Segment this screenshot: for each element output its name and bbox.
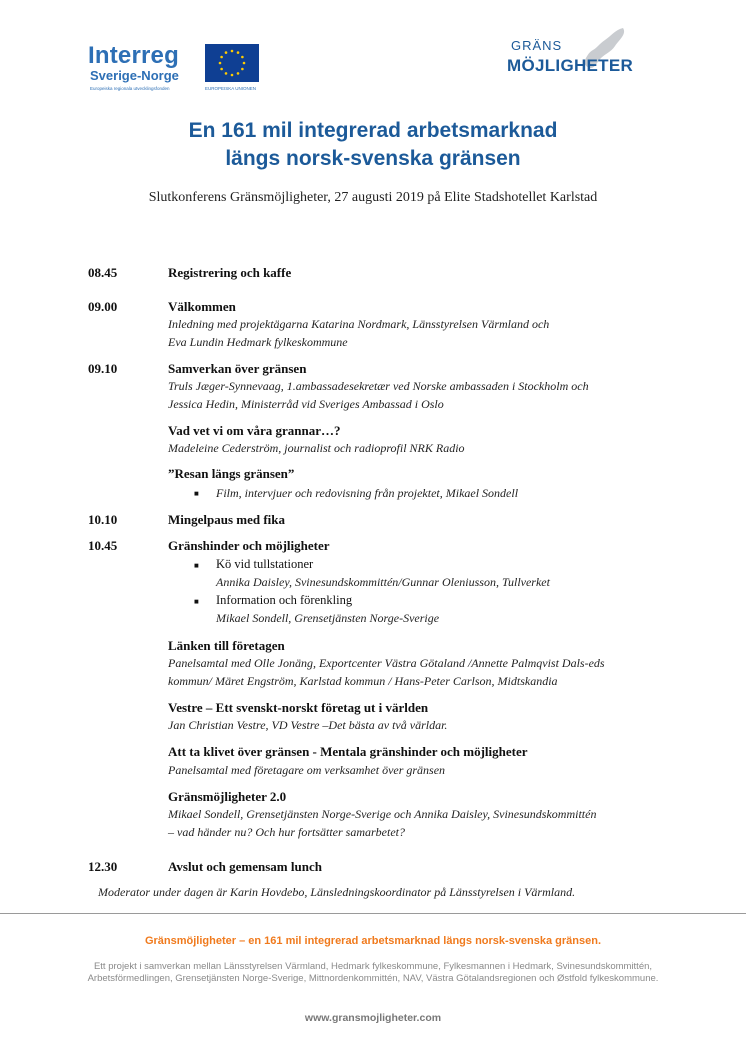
eu-label: EUROPEISKA UNIONEN [205, 86, 257, 91]
item-grannar: Vad vet vi om våra grannar…? [168, 423, 341, 438]
item-lanken-desc-2: kommun/ Märet Engström, Karlstad kommun / Hans-Peter Carlson, Midtskandia [168, 674, 558, 688]
eu-star-icon [220, 68, 223, 71]
item-avslut: Avslut och gemensam lunch [168, 859, 322, 874]
footer-partners: Ett projekt i samverkan mellan Länsstyrelsen Värmland, Hedmark fylkeskommune, Fylkesmannen i Hedmark, Svinesundskommittén, Arbetsförmedlingen, Grensetjänsten Norge-Sverige, Mittnordenkommittén, NAV, Västra Götalandsregionen och Østfold fylkeskommune. [87, 961, 659, 984]
time-1045: 10.45 [88, 538, 118, 553]
eu-star-icon [237, 51, 240, 54]
time-0910: 09.10 [88, 361, 118, 376]
item-klivet: Att ta klivet över gränsen - Mentala gränshinder och möjligheter [168, 744, 528, 759]
item-mingel: Mingelpaus med fika [168, 512, 286, 527]
eu-star-icon [219, 62, 222, 65]
page-subtitle: Slutkonferens Gränsmöjligheter, 27 augusti 2019 på Elite Stadshotellet Karlstad [148, 190, 598, 205]
interreg-logo [88, 40, 268, 96]
item-granshinder: Gränshinder och möjligheter [168, 538, 330, 553]
eu-star-icon [241, 56, 244, 59]
item-gm2-desc-1: Mikael Sondell, Grensetjänsten Norge-Sverige och Annika Daisley, Svinesundskommittén [168, 807, 597, 821]
interreg-name: Interreg [88, 42, 179, 69]
item-gm2: Gränsmöjligheter 2.0 [168, 789, 287, 804]
item-granshinder-bullet-1: Kö vid tullstationer [216, 557, 314, 571]
item-grannar-desc-1: Madeleine Cederström, journalist och radioprofil NRK Radio [168, 441, 465, 455]
item-welcome: Välkommen [168, 299, 236, 314]
item-gm2-desc-2: – vad händer nu? Och hur fortsätter samarbetet? [168, 825, 405, 839]
time-0900: 09.00 [88, 299, 118, 314]
logo-mojligheter: MÖJLIGHETER [507, 56, 634, 75]
item-resan: ”Resan längs gränsen” [168, 466, 295, 481]
moderator-note: Moderator under dagen är Karin Hovdebo, Länsledningskoordinator på Länsstyrelsen i Värmland. [98, 885, 576, 899]
eu-star-icon [241, 68, 244, 71]
eu-star-icon [231, 74, 234, 77]
footer-tagline: Gränsmöjligheter – en 161 mil integrerad arbetsmarknad längs norsk-svenska gränsen. [144, 935, 602, 947]
logo-grans: GRÄNS [511, 38, 563, 53]
item-vestre: Vestre – Ett svenskt-norskt företag ut i världen [168, 700, 429, 715]
time-0845: 08.45 [88, 265, 118, 280]
item-granshinder-bullet-2: Information och förenkling [216, 593, 353, 607]
interreg-region: Sverige-Norge [90, 68, 179, 83]
bullet-square-icon: ■ [194, 597, 199, 606]
eu-star-icon [225, 72, 228, 75]
eu-star-icon [220, 56, 223, 59]
item-lanken-desc-1: Panelsamtal med Olle Jonäng, Exportcenter Västra Götaland /Annette Palmqvist Dals-eds [168, 656, 605, 670]
item-samverkan-desc-2: Jessica Hedin, Ministerråd vid Sveriges Ambassad i Oslo [168, 397, 444, 411]
gransmojligheter-logo [505, 32, 665, 82]
item-samverkan-desc-1: Truls Jæger-Synnevaag, 1.ambassadesekretær ved Norske ambassaden i Stockholm och [168, 379, 589, 393]
item-samverkan: Samverkan över gränsen [168, 361, 307, 376]
item-granshinder-bullet-2-desc: Mikael Sondell, Grensetjänsten Norge-Sverige [216, 611, 440, 625]
page-title-line-1: En 161 mil integrerad arbetsmarknad [188, 119, 558, 142]
footer-website-link[interactable]: www.gransmojligheter.com [304, 1012, 442, 1024]
item-granshinder-bullet-1-desc: Annika Daisley, Svinesundskommittén/Gunnar Oleniusson, Tullverket [216, 575, 550, 589]
time-1230: 12.30 [88, 859, 118, 874]
eu-star-icon [225, 51, 228, 54]
time-1010: 10.10 [88, 512, 118, 527]
item-resan-bullet-1: Film, intervjuer och redovisning från projektet, Mikael Sondell [216, 486, 519, 500]
footer-divider [0, 913, 746, 914]
item-vestre-desc-1: Jan Christian Vestre, VD Vestre –Det bästa av två världar. [168, 718, 448, 732]
bullet-square-icon: ■ [194, 489, 199, 498]
eu-flag-icon [205, 44, 259, 82]
bullet-square-icon: ■ [194, 561, 199, 570]
item-welcome-desc-2: Eva Lundin Hedmark fylkeskommune [168, 335, 348, 349]
interreg-fund: Europeiska regionala utvecklingsfonden [90, 86, 170, 91]
eu-star-icon [231, 50, 234, 53]
page-title-line-2: längs norsk-svenska gränsen [225, 147, 521, 170]
eu-star-icon [237, 72, 240, 75]
item-klivet-desc-1: Panelsamtal med företagare om verksamhet över gränsen [168, 763, 446, 777]
item-registration: Registrering och kaffe [168, 265, 292, 280]
eu-star-icon [243, 62, 246, 65]
item-welcome-desc-1: Inledning med projektägarna Katarina Nordmark, Länsstyrelsen Värmland och [168, 317, 550, 331]
item-lanken: Länken till företagen [168, 638, 285, 653]
